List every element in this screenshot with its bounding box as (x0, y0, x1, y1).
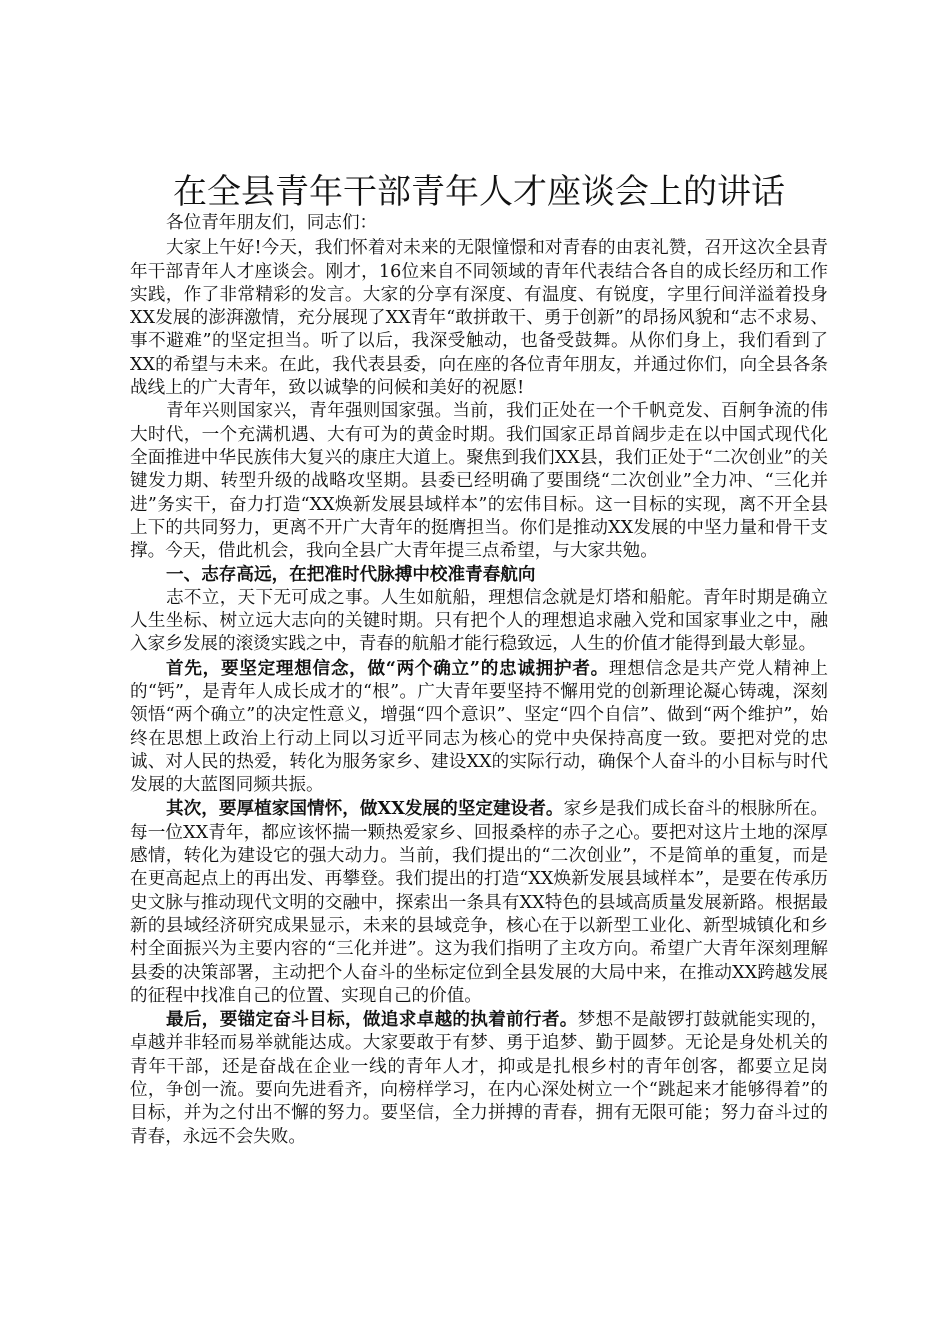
greeting: 各位青年朋友们，同志们： (166, 213, 378, 233)
intro-paragraph-1: 大家上午好!今天，我们怀着对未来的无限憧憬和对青春的由衷礼赞，召开这次全县青年干部青年人才座谈会。刚才，16位来自不同领域的青年代表结合各自的成长经历和工作实践，作了非常精彩的发言。大家的分享有深度、有温度、有锐度，字里行间洋溢着投身XX发展的澎湃激情，充分展现了XX青年“敢拼敢干、勇于创新”的昂扬风貌和“志不求易、事不避难”的坚定担当。听了以后，我深受触动，也备受鼓舞。从你们身上，我们看到了XX的希望与未来。在此，我代表县委，向在座的各位青年朋友，并通过你们，向全县各条战线上的广大青年，致以诚挚的问候和美好的祝愿! (130, 238, 828, 399)
point-1-body: 理想信念是共产党人精神上的“钙”，是青年人成长成才的“根”。广大青年要坚持不懈用党的创新理论凝心铸魂，深刻领悟“两个确立”的决定性意义，增强“四个意识”、坚定“四个自信”、做到“两个维护”，始终在思想上政治上行动上同以习近平同志为核心的党中央保持高度一致。要把对党的忠诚、对人民的热爱，转化为服务家乡、建设XX的实际行动，确保个人奋斗的小目标与时代发展的大蓝图同频共振。 (130, 658, 828, 796)
point-3-body: 梦想不是敲锣打鼓就能实现的，卓越并非轻而易举就能达成。大家要敢于有梦、勇于追梦、勤于圆梦。无论是身处机关的青年干部，还是奋战在企业一线的青年人才，抑或是扎根乡村的青年创客，都要立足岗位，争创一流。要向先进看齐，向榜样学习，在内心深处树立一个“跳起来才能够得着”的目标，并为之付出不懈的努力。要坚信，全力拼搏的青春，拥有无限可能；努力奋斗过的青春，永远不会失败。 (130, 1010, 828, 1147)
point-1-paragraph (130, 657, 828, 798)
section-heading-1: 一、志存高远，在把准时代脉搏中校准青春航向 (166, 564, 536, 586)
point-2-paragraph (130, 797, 828, 1008)
point-1-lead: 首先，要坚定理想信念，做“两个确立”的忠诚拥护者。 (166, 657, 609, 679)
document-title: 在全县青年干部青年人才座谈会上的讲话 (173, 172, 785, 212)
section1-intro-paragraph: 志不立，天下无可成之事。人生如航船，理想信念就是灯塔和船舵。青年时期是确立人生坐标、树立远大志向的关键时期。只有把个人的理想追求融入党和国家事业之中，融入家乡发展的滚烫实践之中，青春的航船才能行稳致远，人生的价值才能得到最大彰显。 (130, 587, 828, 655)
document-page (130, 172, 828, 1149)
point-2-lead: 其次，要厚植家国情怀，做XX发展的坚定建设者。 (166, 798, 564, 820)
point-2-body: 家乡是我们成长奋斗的根脉所在。每一位XX青年，都应该怀揣一颗热爱家乡、回报桑梓的赤子之心。要把对这片土地的深厚感情，转化为建设它的强大动力。当前，我们提出的“二次创业”，不是简单的重复，而是在更高起点上的再出发、再攀登。我们提出的打造“XX焕新发展县域样本”，是要在传承历史文脉与推动现代文明的交融中，探索出一条具有XX特色的县域高质量发展新路。根据最新的县域经济研究成果显示，未来的县域竞争，核心在于以新型工业化、新型城镇化和乡村全面振兴为主要内容的“三化并进”。这为我们指明了主攻方向。希望广大青年深刻理解县委的决策部署，主动把个人奋斗的坐标定位到全县发展的大局中来，在推动XX跨越发展的征程中找准自己的位置、实现自己的价值。 (130, 799, 828, 1006)
point-3-lead: 最后，要锚定奋斗目标，做追求卓越的执着前行者。 (166, 1009, 578, 1031)
point-3-paragraph (130, 1008, 828, 1149)
intro-paragraph-2: 青年兴则国家兴，青年强则国家强。当前，我们正处在一个千帆竞发、百舸争流的伟大时代，一个充满机遇、大有可为的黄金时期。我们国家正昂首阔步走在以中国式现代化全面推进中华民族伟大复兴的康庄大道上。聚焦到我们XX县，我们正处于“二次创业”的关键发力期、转型升级的战略攻坚期。县委已经明确了要围绕“二次创业”全力冲、“三化并进”务实干，奋力打造“XX焕新发展县域样本”的宏伟目标。这一目标的实现，离不开全县上下的共同努力，更离不开广大青年的挺膺担当。你们是推动XX发展的中坚力量和骨干支撑。今天，借此机会，我向全县广大青年提三点希望，与大家共勉。 (130, 401, 828, 562)
